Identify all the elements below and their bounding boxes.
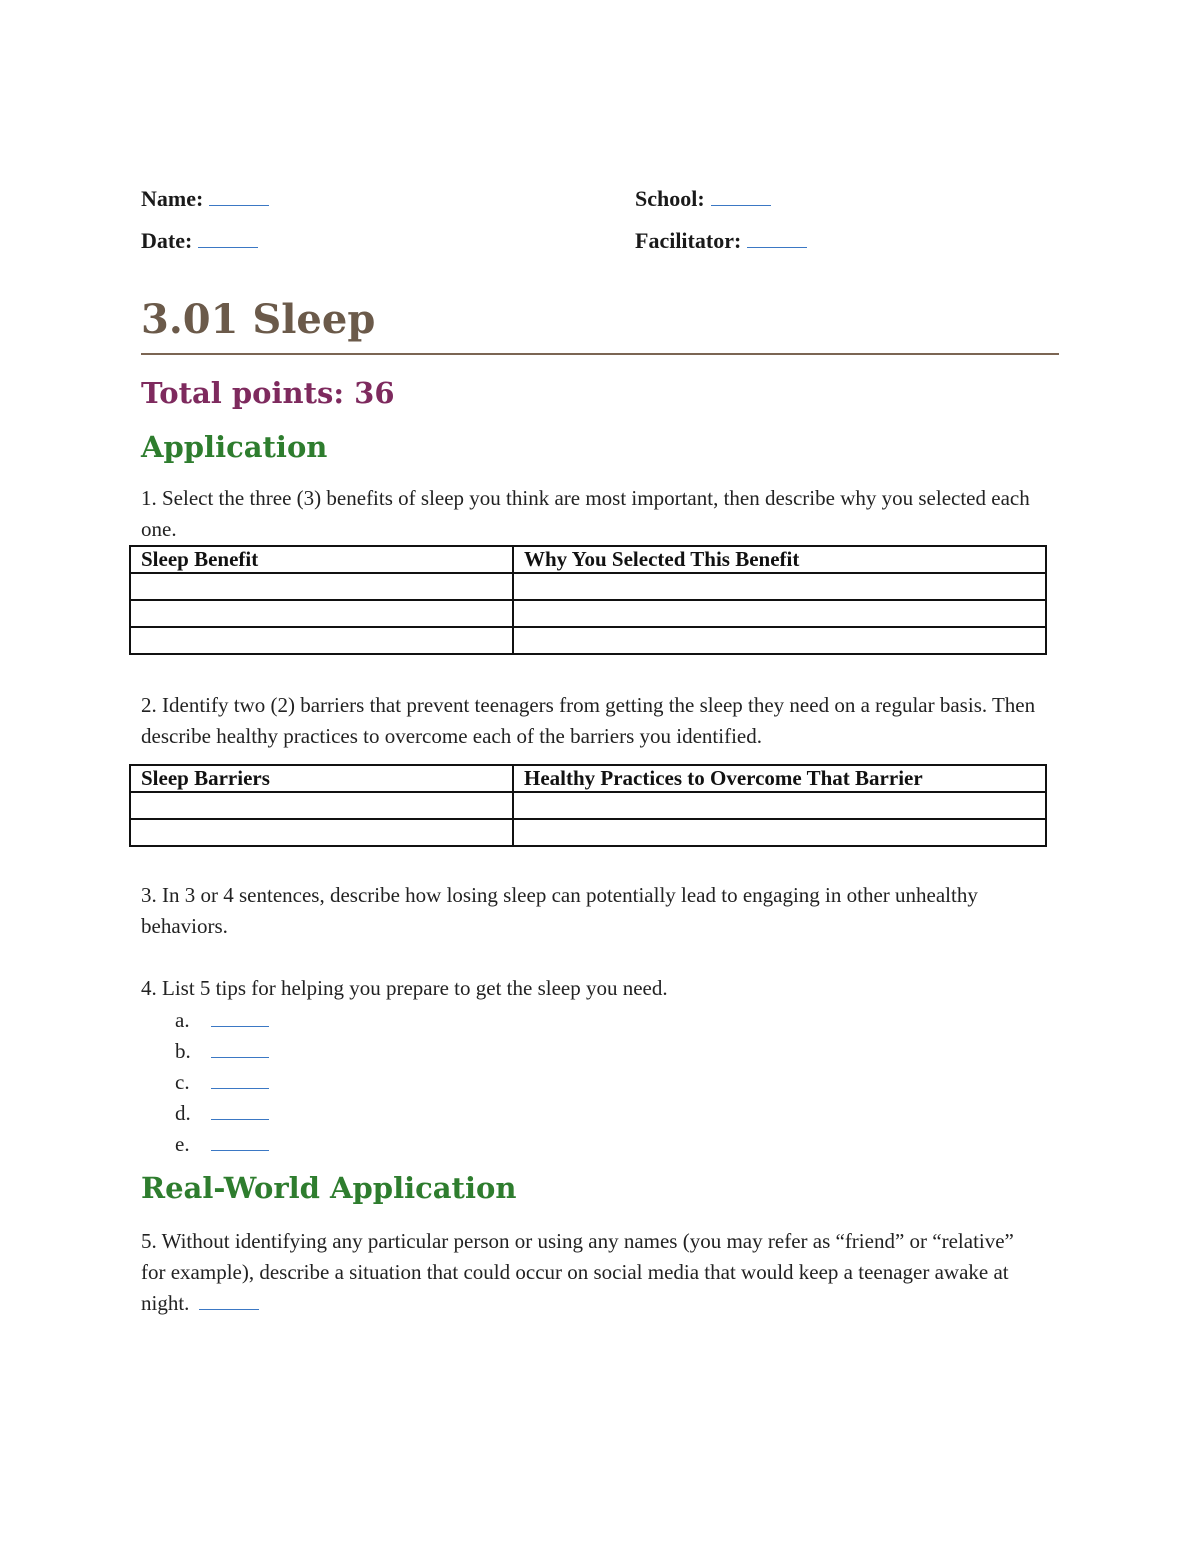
question-2: 2. Identify two (2) barriers that prevent teenagers from getting the sleep they need on a regular basis. Then describe healthy practices to overcome each of the barriers you identified.: [141, 693, 1036, 748]
table-row: [130, 792, 1046, 819]
tip-blank[interactable]: [211, 1134, 269, 1151]
list-item: [175, 1098, 269, 1129]
table-cell[interactable]: [130, 819, 513, 846]
page-title: 3.01 Sleep: [141, 296, 376, 343]
table-header-cell: Why You Selected This Benefit: [513, 546, 1046, 573]
list-item: [175, 1005, 269, 1036]
barriers-table: [129, 764, 1047, 847]
name-blank[interactable]: [209, 187, 269, 206]
facilitator-field: [635, 228, 807, 254]
tip-letter: d.: [175, 1101, 191, 1125]
tip-letter: b.: [175, 1039, 191, 1063]
school-blank[interactable]: [711, 187, 771, 206]
name-label: Name:: [141, 186, 204, 211]
table-header-cell: Sleep Benefit: [130, 546, 513, 573]
tip-letter: c.: [175, 1070, 190, 1094]
tip-blank[interactable]: [211, 1041, 269, 1058]
question-1: 1. Select the three (3) benefits of sleep you think are most important, then describe why you selected each one.: [141, 486, 1030, 541]
table-cell[interactable]: [513, 792, 1046, 819]
title-divider: [141, 353, 1059, 355]
benefits-table: [129, 545, 1047, 655]
section-real-world: Real-World Application: [141, 1171, 517, 1205]
date-blank[interactable]: [198, 229, 258, 248]
school-label: School:: [635, 186, 705, 211]
name-field: [141, 186, 269, 212]
section-application: Application: [141, 430, 328, 464]
table-row: [130, 819, 1046, 846]
table-cell[interactable]: [130, 600, 513, 627]
table-cell[interactable]: [513, 819, 1046, 846]
table-row: [130, 573, 1046, 600]
table-row: [130, 600, 1046, 627]
school-field: [635, 186, 771, 212]
table-header-row: [130, 546, 1046, 573]
tip-letter: a.: [175, 1008, 190, 1032]
facilitator-blank[interactable]: [747, 229, 807, 248]
table-header-cell: Sleep Barriers: [130, 765, 513, 792]
table-cell[interactable]: [130, 627, 513, 654]
table-cell[interactable]: [513, 627, 1046, 654]
tip-letter: e.: [175, 1132, 190, 1156]
question-5: [141, 1226, 1041, 1319]
question-5-text: 5. Without identifying any particular person or using any names (you may refer as “friend” or “relative” for example), describe a situation that could occur on social media that would keep a teenager awake at night.: [141, 1229, 1014, 1315]
date-field: [141, 228, 258, 254]
table-header-cell: Healthy Practices to Overcome That Barrier: [513, 765, 1046, 792]
table-row: [130, 627, 1046, 654]
table-cell[interactable]: [513, 600, 1046, 627]
table-header-row: [130, 765, 1046, 792]
table-cell[interactable]: [130, 573, 513, 600]
date-label: Date:: [141, 228, 193, 253]
tip-blank[interactable]: [211, 1103, 269, 1120]
tips-list: [175, 1005, 269, 1160]
facilitator-label: Facilitator:: [635, 228, 742, 253]
table-cell[interactable]: [130, 792, 513, 819]
question-4: 4. List 5 tips for helping you prepare to get the sleep you need.: [141, 976, 668, 1000]
question-3: 3. In 3 or 4 sentences, describe how losing sleep can potentially lead to engaging in other unhealthy behaviors.: [141, 883, 978, 938]
tip-blank[interactable]: [211, 1072, 269, 1089]
list-item: [175, 1067, 269, 1098]
answer-blank[interactable]: [199, 1295, 259, 1310]
total-points: Total points: 36: [141, 376, 395, 410]
table-cell[interactable]: [513, 573, 1046, 600]
list-item: [175, 1036, 269, 1067]
list-item: [175, 1129, 269, 1160]
tip-blank[interactable]: [211, 1010, 269, 1027]
